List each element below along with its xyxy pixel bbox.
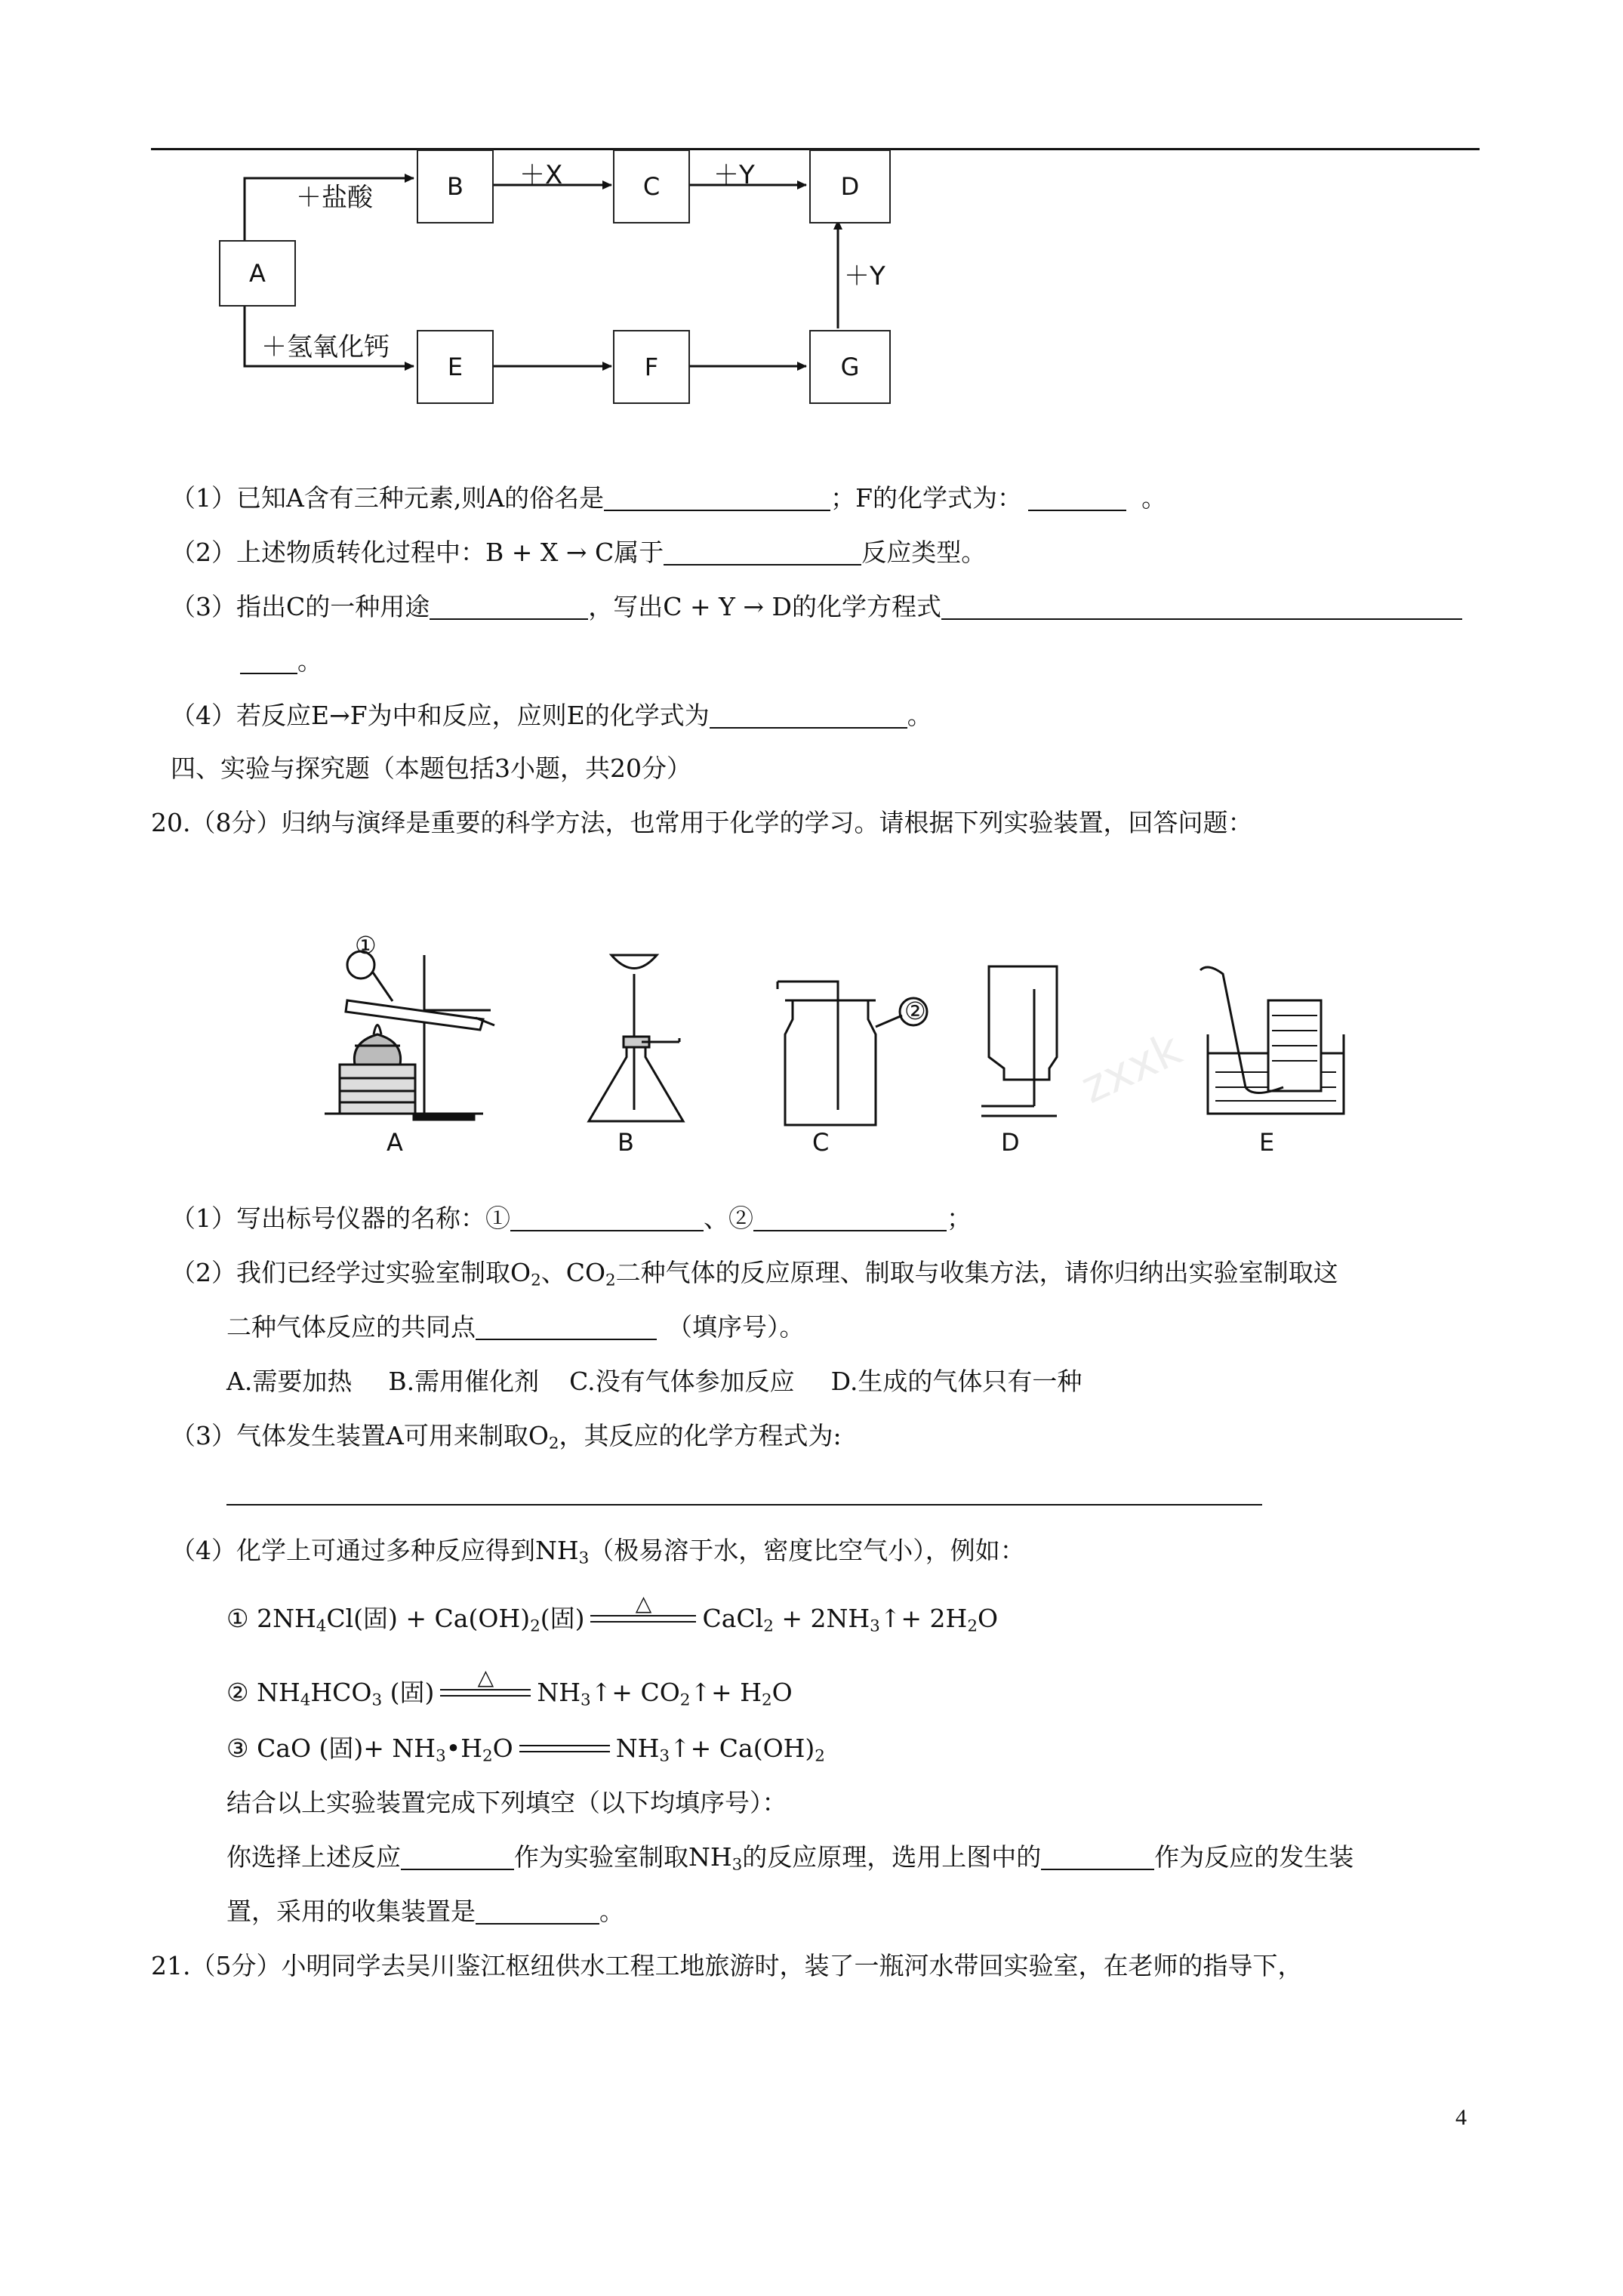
q19-part3: （3）指出C的一种用途 ，写出C + Y → D的化学方程式 bbox=[171, 590, 1462, 624]
node-d: D bbox=[809, 149, 891, 223]
label-hydrochloric-acid: ＋盐酸 bbox=[296, 183, 373, 213]
blank-o2-equation[interactable] bbox=[226, 1504, 1262, 1505]
q20-part3: （3）气体发生装置A可用来制取$O_2$，其反应的化学方程式为: bbox=[171, 1421, 842, 1453]
equals-three bbox=[519, 1743, 610, 1758]
apparatus-b-drawing bbox=[589, 955, 683, 1121]
label-calcium-hydroxide: ＋氢氧化钙 bbox=[261, 332, 390, 362]
q20-part4: （4）化学上可通过多种反应得到$NH_3$（极易溶于水，密度比空气小），例如： bbox=[171, 1536, 1025, 1568]
q19-part1: （1）已知A含有三种元素,则A的俗名是 ；F的化学式为： 。 bbox=[171, 483, 1167, 513]
node-g: G bbox=[809, 330, 891, 404]
reaction-two: ② $NH_4HCO_3$ (固) △ $NH_3↑+$ $CO_2↑+ H_2O$ bbox=[226, 1676, 793, 1717]
q19-part2: （2）上述物质转化过程中：B + X → C属于 反应类型。 bbox=[171, 538, 987, 567]
node-e: E bbox=[417, 330, 494, 404]
q19-part3-cont: 。 bbox=[240, 645, 322, 678]
heat-symbol: △ bbox=[477, 1665, 494, 1690]
blank-c-y-equation-cont[interactable] bbox=[240, 650, 297, 674]
equals-heat-two bbox=[440, 1665, 531, 1702]
marker-two: ② bbox=[904, 997, 926, 1025]
blank-e-formula[interactable] bbox=[710, 704, 907, 729]
option-c: C.没有气体参加反应 bbox=[569, 1367, 795, 1396]
option-b: B.需用催化剂 bbox=[388, 1367, 540, 1396]
q20-part2: （2）我们已经学过实验室制取$O_2$、$CO_2$二种气体的反应原理、制取与收集方法，请你归纳出实验室制取这 bbox=[171, 1258, 1338, 1290]
blank-c-use[interactable] bbox=[430, 596, 588, 620]
apparatus-label-e: E bbox=[1259, 1128, 1275, 1157]
choose-line: 你选择上述反应 作为实验室制取$NH_3$的反应原理，选用上图中的 作为反应的发生装 bbox=[226, 1842, 1354, 1875]
blank-generator-choice[interactable] bbox=[1041, 1846, 1154, 1870]
equals-heat-one bbox=[590, 1591, 696, 1628]
combine-instruction: 结合以上实验装置完成下列填空（以下均填序号）： bbox=[226, 1788, 787, 1817]
label-plus-y-side: ＋Y bbox=[844, 261, 885, 291]
label-plus-y-top: ＋Y bbox=[713, 160, 755, 190]
node-f: F bbox=[613, 330, 690, 404]
blank-instrument-one[interactable] bbox=[510, 1207, 704, 1231]
apparatus-a-drawing bbox=[325, 951, 494, 1120]
node-c: C bbox=[613, 149, 690, 223]
apparatus-label-a: A bbox=[387, 1128, 403, 1157]
choose-line-cont: 置，采用的收集装置是 。 bbox=[226, 1897, 624, 1926]
node-b: B bbox=[417, 149, 494, 223]
reaction-three: ③ CaO (固)+ $NH_3•H_2O$ $NH_3↑+ Ca(OH)_2$ bbox=[226, 1734, 825, 1766]
watermark: zxxk bbox=[1073, 1022, 1190, 1114]
section-heading: 四、实验与探究题（本题包括3小题，共20分） bbox=[171, 754, 691, 783]
q20-part1: （1）写出标号仪器的名称：① 、② ； bbox=[171, 1203, 972, 1233]
q20-part2-cont: 二种气体反应的共同点 （填序号）。 bbox=[226, 1312, 805, 1342]
node-a: A bbox=[219, 240, 296, 307]
page-number: 4 bbox=[1455, 2105, 1467, 2130]
blank-f-formula[interactable] bbox=[1028, 487, 1126, 511]
blank-common-points[interactable] bbox=[476, 1316, 657, 1340]
apparatus-label-b: B bbox=[617, 1128, 634, 1157]
blank-a-common-name[interactable] bbox=[604, 487, 830, 511]
blank-collector-choice[interactable] bbox=[476, 1900, 599, 1925]
option-d: D.生成的气体只有一种 bbox=[830, 1367, 1083, 1396]
blank-instrument-two[interactable] bbox=[753, 1207, 947, 1231]
q21-stem: 21.（5分）小明同学去吴川鉴江枢纽供水工程工地旅游时，装了一瓶河水带回实验室，在老师的指导下， bbox=[151, 1951, 1303, 1980]
blank-c-y-equation[interactable] bbox=[941, 596, 1462, 620]
apparatus-figure bbox=[0, 929, 1623, 1185]
apparatus-label-c: C bbox=[812, 1128, 830, 1157]
marker-one: ① bbox=[355, 931, 377, 960]
q20-options bbox=[226, 1365, 1082, 1398]
q19-part4: （4）若反应E→F为中和反应，应则E的化学式为 。 bbox=[171, 701, 932, 730]
apparatus-label-d: D bbox=[1001, 1128, 1020, 1157]
apparatus-e-drawing bbox=[1200, 967, 1344, 1114]
heat-symbol: △ bbox=[635, 1591, 652, 1616]
option-a: A.需要加热 bbox=[226, 1367, 353, 1396]
blank-reaction-choice[interactable] bbox=[401, 1846, 514, 1870]
apparatus-d-drawing bbox=[981, 966, 1057, 1116]
label-plus-x: ＋X bbox=[519, 160, 563, 190]
reaction-one: ① $2NH_4Cl$(固) + $Ca(OH)_2$(固) △ CaCl$_2$ + $2NH_3↑+ 2H_2O$ bbox=[226, 1602, 998, 1643]
q20-stem: 20.（8分）归纳与演绎是重要的科学方法，也常用于化学的学习。请根据下列实验装置，回答问题： bbox=[151, 808, 1253, 837]
blank-reaction-type[interactable] bbox=[664, 541, 861, 566]
